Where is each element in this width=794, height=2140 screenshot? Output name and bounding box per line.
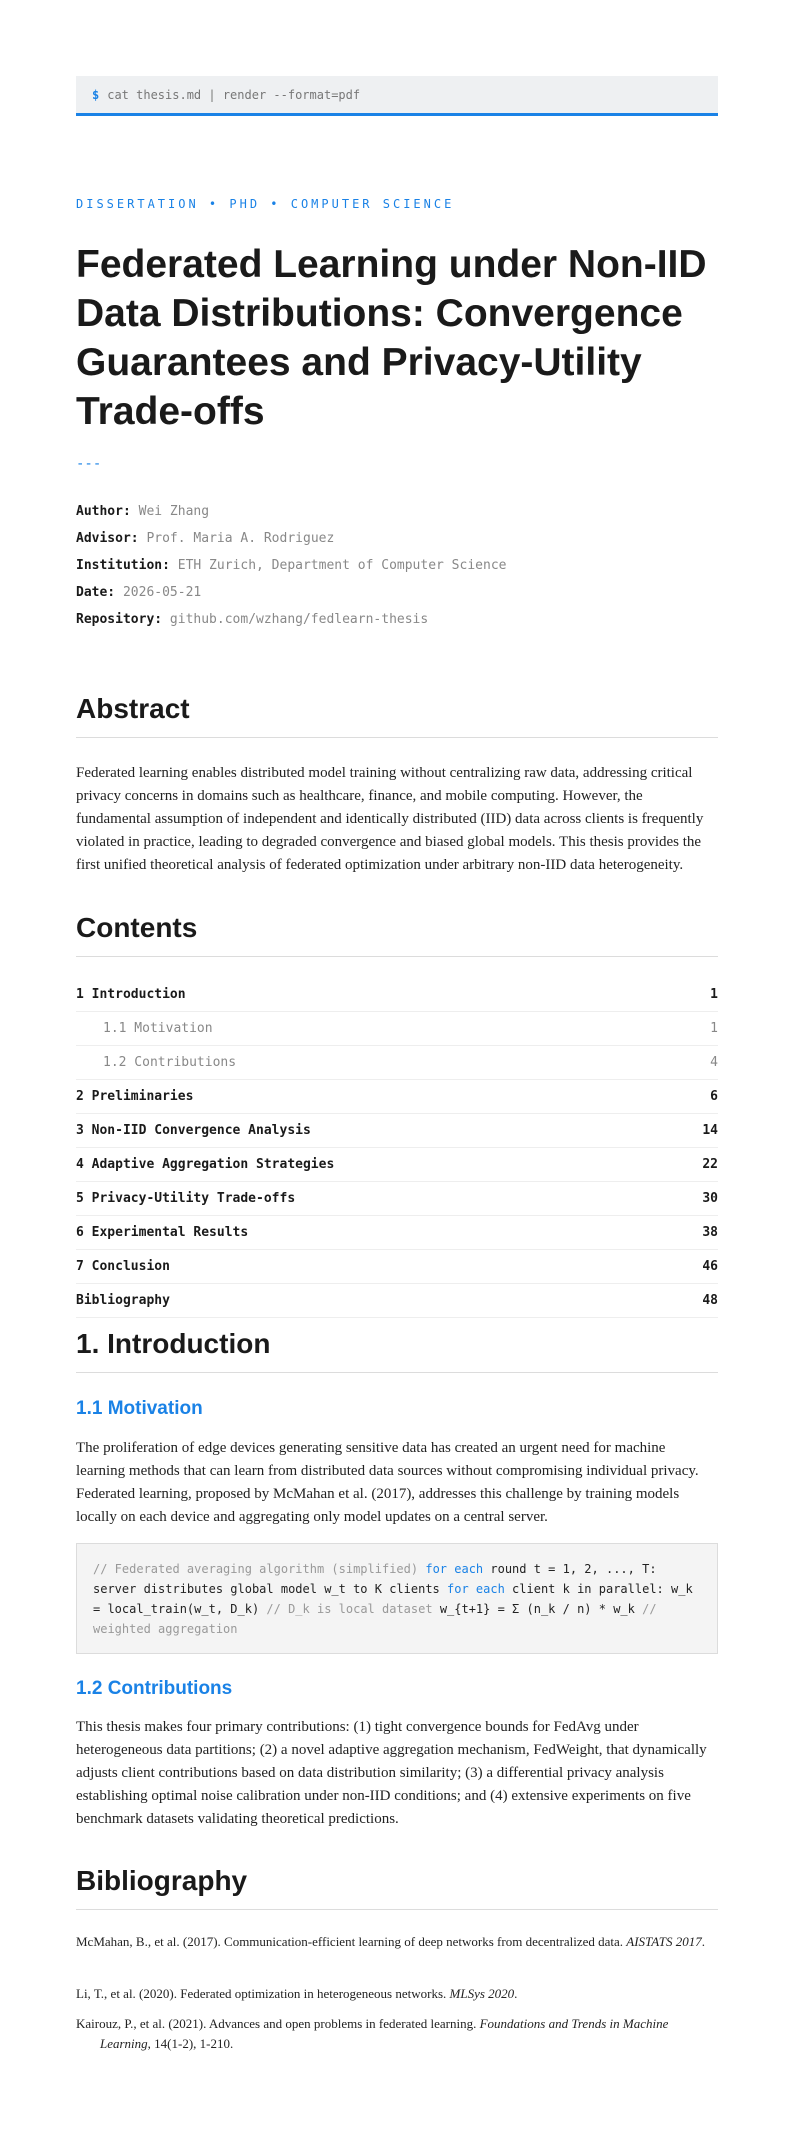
toc-item-preliminaries[interactable] (76, 1080, 718, 1114)
toc-label: 4 Adaptive Aggregation Strategies (76, 1157, 335, 1172)
toc-label: 3 Non-IID Convergence Analysis (76, 1123, 311, 1138)
meta-key: Date: (76, 585, 116, 600)
meta-value: ETH Zurich, Department of Computer Science (177, 558, 507, 573)
meta-key: Repository: (76, 612, 163, 627)
terminal-command-bar (76, 76, 718, 116)
toc-label: 1.2 Contributions (103, 1055, 237, 1070)
meta-advisor (76, 530, 718, 557)
toc-item-experiments[interactable] (76, 1216, 718, 1250)
toc-label: Bibliography (76, 1293, 170, 1308)
meta-repository (76, 611, 718, 638)
bib-venue: AISTATS 2017 (626, 1934, 702, 1949)
bibliography-heading: Bibliography (76, 1865, 718, 1910)
toc-label: 2 Preliminaries (76, 1089, 194, 1104)
bib-text: Kairouz, P., et al. (2021). Advances and open problems in federated learning. (76, 2016, 477, 2031)
toc-label: 6 Experimental Results (76, 1225, 249, 1240)
bibliography-entry (76, 2014, 718, 2054)
meta-value: 2026-05-21 (122, 585, 202, 600)
code-keyword: for each (425, 1562, 484, 1576)
metadata-block (76, 503, 718, 638)
toc-page: 6 (710, 1089, 718, 1104)
abstract-text: Federated learning enables distributed model training without centralizing raw data, addressing critical privacy concerns in domains such as healthcare, finance, and mobile computing. However, the fundamental assumption of independent and identically distributed (IID) data across clients is frequently violated in practice, leading to degraded convergence and biased global models. This thesis provides the first unified theoretical analysis of federated optimization under arbitrary non-IID data heterogeneity. (76, 765, 704, 873)
title-separator: --- (76, 456, 102, 472)
bibliography-entry (76, 1932, 718, 1952)
toc-item-aggregation[interactable] (76, 1148, 718, 1182)
bibliography-entry (76, 1984, 718, 2004)
toc-item-convergence[interactable] (76, 1114, 718, 1148)
toc-page: 22 (702, 1157, 718, 1172)
code-comment: // weighted aggregation (93, 1602, 657, 1636)
toc-label: 7 Conclusion (76, 1259, 170, 1274)
toc-page: 1 (710, 987, 718, 1002)
toc-label: 1.1 Motivation (103, 1021, 213, 1036)
toc-label: 5 Privacy-Utility Trade-offs (76, 1191, 296, 1206)
contributions-text: This thesis makes four primary contributions: (1) tight convergence bounds for FedAvg under heterogeneous data partitions; (2) a novel adaptive aggregation mechanism, FedWeight, that dynamically adjusts client contributions based on data distribution similarity; (3) a differential privacy analysis establishing optimal noise calibration under non-IID conditions; and (4) extensive experiments on five benchmark datasets validating theoretical predictions. (76, 1719, 707, 1827)
bib-tail: . (514, 1986, 518, 2001)
introduction-heading: 1. Introduction (76, 1328, 718, 1373)
contents-heading: Contents (76, 912, 718, 957)
toc-item-bibliography[interactable] (76, 1284, 718, 1318)
table-of-contents (76, 978, 718, 1318)
toc-page: 14 (702, 1123, 718, 1138)
toc-page: 1 (710, 1021, 718, 1036)
bib-tail: , 14(1-2), 1-210. (147, 2036, 234, 2051)
toc-page: 30 (702, 1191, 718, 1206)
meta-date (76, 584, 718, 611)
bib-text: McMahan, B., et al. (2017). Communication-efficient learning of deep networks from decentralized data. (76, 1934, 624, 1949)
meta-institution (76, 557, 718, 584)
contributions-heading: 1.2 Contributions (76, 1678, 233, 1699)
repository-link[interactable]: github.com/wzhang/fedlearn-thesis (169, 612, 429, 627)
bib-venue: Foundations and Trends in Machine Learning (100, 2016, 669, 2051)
toc-page: 48 (702, 1293, 718, 1308)
toc-item-introduction[interactable] (76, 978, 718, 1012)
meta-key: Institution: (76, 558, 170, 573)
motivation-text: The proliferation of edge devices generating sensitive data has created an urgent need for machine learning methods that can learn from distributed data sources without compromising individual privacy. Federated learning, proposed by McMahan et al. (2017), addresses this challenge by training models locally on each device and aggregating only model updates on a central server. (76, 1440, 699, 1525)
toc-item-conclusion[interactable] (76, 1250, 718, 1284)
meta-value: Wei Zhang (138, 504, 210, 519)
code-comment: // D_k is local dataset (266, 1602, 433, 1616)
toc-page: 4 (710, 1055, 718, 1070)
toc-item-contributions[interactable] (76, 1046, 718, 1080)
toc-label: 1 Introduction (76, 987, 186, 1002)
meta-key: Author: (76, 504, 131, 519)
meta-key: Advisor: (76, 531, 139, 546)
code-keyword: for each (447, 1582, 505, 1596)
motivation-heading: 1.1 Motivation (76, 1398, 203, 1419)
code-comment: // Federated averaging algorithm (simplified) (93, 1562, 419, 1576)
meta-author (76, 503, 718, 530)
terminal-prompt: $ (92, 87, 100, 102)
abstract-heading: Abstract (76, 693, 718, 738)
document-kicker: DISSERTATION • PHD • COMPUTER SCIENCE (76, 197, 455, 211)
code-text: round t = 1, 2, ..., T: server distributes global model w_t to K clients (93, 1562, 657, 1596)
toc-page: 46 (702, 1259, 718, 1274)
bib-text: Li, T., et al. (2020). Federated optimization in heterogeneous networks. (76, 1986, 447, 2001)
page-title: Federated Learning under Non-IID Data Distributions: Convergence Guarantees and Privacy-Utility Trade-offs (76, 243, 707, 433)
toc-item-motivation[interactable] (76, 1012, 718, 1046)
terminal-command: cat thesis.md | render --format=pdf (107, 87, 361, 102)
toc-page: 38 (702, 1225, 718, 1240)
toc-item-privacy[interactable] (76, 1182, 718, 1216)
code-text: client k in parallel: w_k = local_train(w_t, D_k) (93, 1582, 693, 1616)
bib-venue: MLSys 2020 (449, 1986, 515, 2001)
code-text: w_{t+1} = Σ (n_k / n) * w_k (439, 1602, 635, 1616)
meta-value: Prof. Maria A. Rodriguez (146, 531, 335, 546)
bib-tail: . (701, 1934, 705, 1949)
code-block (76, 1543, 718, 1654)
